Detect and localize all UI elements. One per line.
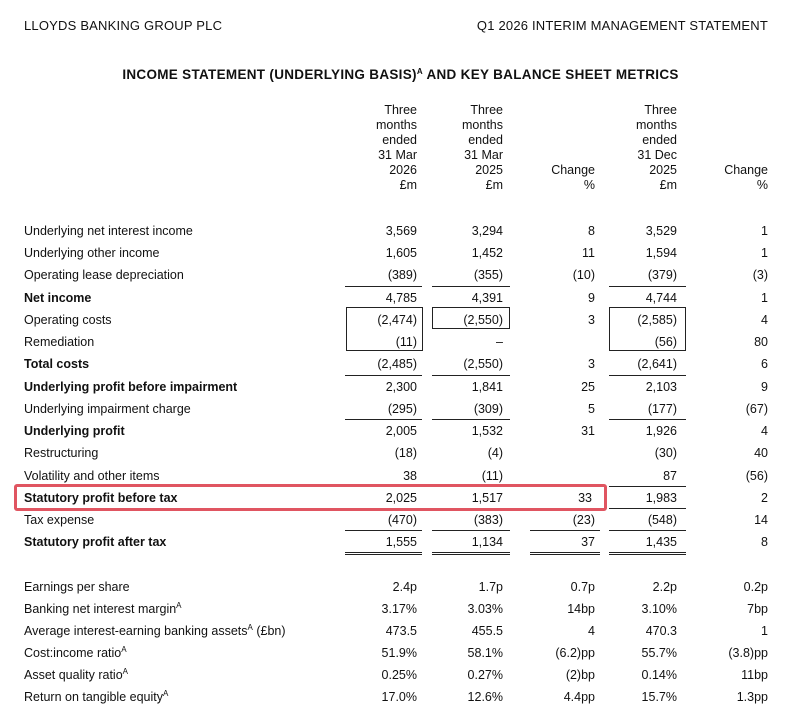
cell-value: 5 [588, 402, 595, 416]
column-header-line: months [376, 118, 417, 132]
underline-rule [609, 554, 686, 555]
cell-value: 8 [761, 535, 768, 549]
cell-value: (3) [752, 268, 768, 282]
cell-value: 3,529 [645, 224, 677, 238]
cell-value: 2,005 [385, 424, 417, 438]
metric-value: 3.17% [381, 602, 417, 616]
cell-value: 40 [754, 446, 768, 460]
underline-rule [609, 419, 686, 420]
underline-rule [432, 530, 510, 531]
cell-value: (67) [745, 402, 768, 416]
cell-value: 25 [581, 380, 595, 394]
underline-rule [345, 286, 422, 287]
row-label: Tax expense [24, 513, 95, 527]
highlight-box [14, 484, 607, 511]
column-header-line: ended [382, 133, 417, 147]
cell-value: (23) [572, 513, 595, 527]
cell-value: (548) [647, 513, 677, 527]
column-header-line: 2026 [389, 163, 417, 177]
cost-box-q4-2025 [609, 307, 686, 351]
column-header [636, 103, 677, 193]
cell-value: 4,785 [385, 291, 417, 305]
underline-rule [609, 552, 686, 553]
metric-label [24, 690, 168, 704]
page-title [0, 67, 801, 82]
column-header-line: £m [399, 178, 417, 192]
row-label: Restructuring [24, 446, 99, 460]
cell-value: (470) [387, 513, 417, 527]
row-label: Operating lease depreciation [24, 268, 184, 282]
row-label: Total costs [24, 357, 90, 371]
title-main: INCOME STATEMENT (UNDERLYING BASIS) [122, 67, 417, 82]
underline-rule [609, 530, 686, 531]
cell-value: (2,550) [463, 313, 503, 327]
cell-value: 4,391 [471, 291, 503, 305]
column-header-line: months [462, 118, 503, 132]
cell-value: – [496, 335, 503, 349]
column-header-line: Change [724, 163, 768, 177]
cell-value: 1,517 [471, 491, 503, 505]
metric-value: 4 [588, 624, 595, 638]
metric-superscript: A [162, 689, 169, 698]
cell-value: 1,134 [471, 535, 503, 549]
cell-value: 2,103 [645, 380, 677, 394]
column-header [376, 103, 417, 193]
metric-value: 0.27% [467, 668, 503, 682]
row-label: Underlying profit [24, 424, 125, 438]
row-label: Underlying impairment charge [24, 402, 191, 416]
underline-rule [530, 554, 600, 555]
cell-value: 4 [761, 313, 768, 327]
metric-label [24, 624, 286, 638]
cell-value: 1,452 [471, 246, 503, 260]
underline-rule [609, 508, 686, 509]
column-header-line: Three [644, 103, 677, 117]
metric-label-text: Return on tangible equity [24, 690, 163, 704]
metric-label-text: Cost:income ratio [24, 646, 122, 660]
metric-label-text: Banking net interest margin [24, 602, 177, 616]
cell-value: 6 [761, 357, 768, 371]
cell-value: (383) [473, 513, 503, 527]
cell-value: 2,025 [385, 491, 417, 505]
cell-value: 1,435 [645, 535, 677, 549]
metric-value: 17.0% [381, 690, 417, 704]
underline-rule [432, 419, 510, 420]
metric-value: 0.7p [570, 580, 595, 594]
cell-value: (309) [473, 402, 503, 416]
cell-value: (2,550) [463, 357, 503, 371]
row-label: Underlying other income [24, 246, 160, 260]
cell-value: (56) [654, 335, 677, 349]
cell-value: (56) [745, 469, 768, 483]
metric-value: 1 [761, 624, 768, 638]
metric-label-text: Asset quality ratio [24, 668, 123, 682]
cell-value: 80 [754, 335, 768, 349]
row-label: Underlying profit before impairment [24, 380, 238, 394]
cell-value: 3 [588, 357, 595, 371]
title-rest: AND KEY BALANCE SHEET METRICS [422, 67, 679, 82]
underline-rule [432, 552, 510, 553]
metric-label-text: Earnings per share [24, 580, 130, 594]
cell-value: 4 [761, 424, 768, 438]
column-header [462, 103, 503, 193]
metric-label [24, 602, 182, 616]
metric-value: (6.2)pp [555, 646, 595, 660]
metric-value: 455.5 [471, 624, 503, 638]
underline-rule [609, 375, 686, 376]
metric-label [24, 668, 128, 682]
metric-value: 12.6% [467, 690, 503, 704]
cell-value: (2,641) [637, 357, 677, 371]
cell-value: (11) [481, 469, 503, 483]
underline-rule [432, 375, 510, 376]
row-label: Volatility and other items [24, 469, 160, 483]
cell-value: (2,474) [377, 313, 417, 327]
cell-value: 37 [581, 535, 595, 549]
cell-value: (11) [395, 335, 417, 349]
cell-value: 1,841 [471, 380, 503, 394]
metric-unit: (£bn) [252, 624, 286, 638]
column-header-line: ended [468, 133, 503, 147]
metric-value: (3.8)pp [728, 646, 768, 660]
row-label: Remediation [24, 335, 95, 349]
metric-superscript: A [121, 645, 127, 654]
row-label: Underlying net interest income [24, 224, 193, 238]
cell-value: (2,585) [637, 313, 677, 327]
cell-value: (177) [647, 402, 677, 416]
cell-value: 1,594 [645, 246, 677, 260]
column-header-line: months [636, 118, 677, 132]
cell-value: 1,926 [645, 424, 677, 438]
column-header-line: % [583, 178, 595, 192]
metric-value: 3.10% [641, 602, 677, 616]
row-label: Statutory profit before tax [24, 491, 178, 505]
company-name: LLOYDS BANKING GROUP PLC [24, 18, 223, 33]
column-header-line: ended [642, 133, 677, 147]
cell-value: 1 [761, 224, 768, 238]
underline-rule [345, 419, 422, 420]
metric-label [24, 646, 127, 660]
cell-value: 1,532 [471, 424, 503, 438]
cell-value: 87 [663, 469, 677, 483]
metric-value: 3.03% [467, 602, 503, 616]
row-label: Statutory profit after tax [24, 535, 167, 549]
underline-rule [432, 286, 510, 287]
underline-rule [345, 554, 422, 555]
underline-rule [345, 375, 422, 376]
column-header [551, 163, 595, 193]
cell-value: 1,555 [385, 535, 417, 549]
metric-value: 15.7% [641, 690, 677, 704]
metric-value: 0.14% [641, 668, 677, 682]
metric-superscript: A [176, 601, 182, 610]
cell-value: 33 [578, 491, 592, 505]
column-header-line: Three [470, 103, 503, 117]
cell-value: 9 [761, 380, 768, 394]
cell-value: (2,485) [377, 357, 417, 371]
cell-value: 31 [581, 424, 595, 438]
metric-value: 11bp [741, 668, 768, 682]
cell-value: 14 [754, 513, 768, 527]
cell-value: (30) [654, 446, 677, 460]
metric-value: 2.4p [392, 580, 417, 594]
underline-rule [345, 530, 422, 531]
metric-value: 58.1% [467, 646, 503, 660]
column-header-line: % [756, 178, 768, 192]
cost-box-q1-2026 [346, 307, 423, 351]
cell-value: 1 [761, 246, 768, 260]
metric-value: (2)bp [565, 668, 595, 682]
column-header-line: 2025 [475, 163, 503, 177]
metric-label [24, 580, 130, 594]
underline-rule [530, 530, 600, 531]
cell-value: (18) [394, 446, 417, 460]
metric-value: 4.4pp [563, 690, 595, 704]
metric-value: 55.7% [641, 646, 677, 660]
column-header-line: £m [659, 178, 677, 192]
metric-label-text: Average interest-earning banking assets [24, 624, 248, 638]
metric-value: 51.9% [381, 646, 417, 660]
metric-superscript: A [247, 623, 253, 632]
cell-value: (379) [647, 268, 677, 282]
cell-value: (10) [572, 268, 595, 282]
underline-rule [530, 552, 600, 553]
metric-value: 7bp [747, 602, 768, 616]
column-header-line: 31 Mar [378, 148, 417, 162]
metric-value: 14bp [567, 602, 595, 616]
cell-value: (389) [387, 268, 417, 282]
cell-value: 3 [588, 313, 595, 327]
underline-rule [345, 552, 422, 553]
column-header-line: Change [551, 163, 595, 177]
underline-rule [609, 286, 686, 287]
cell-value: 1,605 [385, 246, 417, 260]
cell-value: (295) [387, 402, 417, 416]
metric-value: 2.2p [652, 580, 677, 594]
metric-value: 0.25% [381, 668, 417, 682]
cell-value: 3,294 [471, 224, 503, 238]
metric-value: 1.3pp [736, 690, 768, 704]
cell-value: 1,983 [645, 491, 677, 505]
cost-box-q1-2025 [432, 307, 510, 329]
row-label: Operating costs [24, 313, 112, 327]
cell-value: (355) [473, 268, 503, 282]
column-header-line: 2025 [649, 163, 677, 177]
underline-rule [432, 554, 510, 555]
cell-value: 38 [403, 469, 417, 483]
metric-superscript: A [122, 667, 129, 676]
column-header-line: £m [485, 178, 503, 192]
cell-value: (4) [487, 446, 503, 460]
row-label: Net income [24, 291, 92, 305]
cell-value: 9 [588, 291, 595, 305]
title-superscript: A [416, 67, 423, 76]
column-header [724, 163, 768, 193]
cell-value: 2,300 [385, 380, 417, 394]
metric-value: 0.2p [743, 580, 768, 594]
statement-name: Q1 2026 INTERIM MANAGEMENT STATEMENT [476, 18, 768, 33]
metric-value: 473.5 [385, 624, 417, 638]
cell-value: 1 [761, 291, 768, 305]
underline-rule [609, 486, 686, 487]
cell-value: 2 [761, 491, 768, 505]
column-header-line: 31 Mar [464, 148, 503, 162]
column-header-line: Three [384, 103, 417, 117]
cell-value: 8 [588, 224, 595, 238]
cell-value: 11 [582, 246, 595, 260]
cell-value: 3,569 [385, 224, 417, 238]
metric-value: 470.3 [645, 624, 677, 638]
metric-value: 1.7p [478, 580, 503, 594]
column-header-line: 31 Dec [637, 148, 677, 162]
cell-value: 4,744 [645, 291, 677, 305]
